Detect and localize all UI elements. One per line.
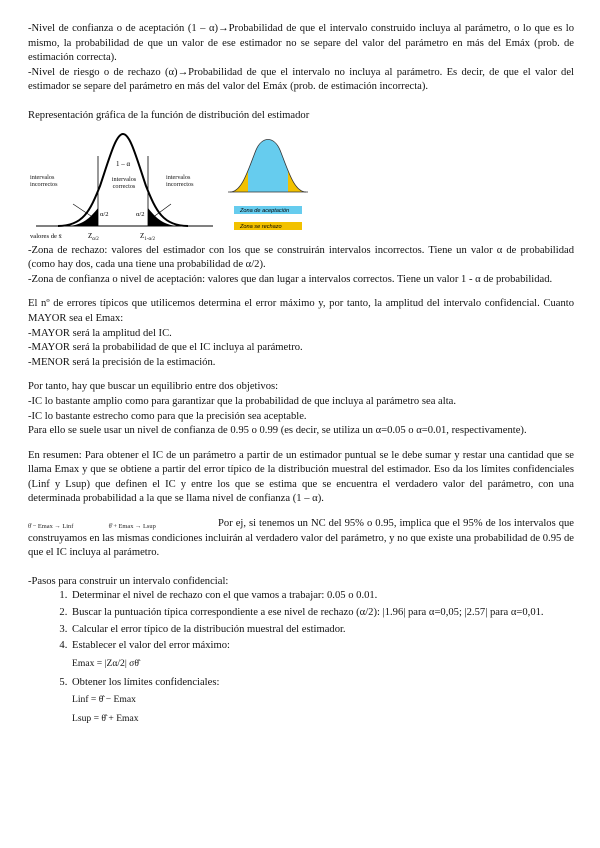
example-block [28, 517, 574, 561]
step-1: 1. Determinar el nivel de rechazo con el que vamos a trabajar: 0.05 o 0.01. [70, 589, 574, 604]
z-right: Z [140, 231, 145, 240]
heading-graphic-representation: Representación gráfica de la función de distribución del estimador [28, 109, 310, 121]
center-prob-label: 1 – α [116, 159, 131, 168]
formula-emax: Emax = |Zα/2| σθ̂ [72, 657, 139, 669]
left-region-label: intervalos incorrectos [30, 173, 58, 188]
document-page [28, 22, 574, 731]
right-region-label: intervalos incorrectos [166, 173, 194, 188]
para-confidence-values: Para ello se suele usar un nivel de confianza de 0.95 o 0.99 (es decir, se utiliza un α=0.05 o α=0.01, respectivamente). [28, 425, 527, 437]
mayor-item-2: -MAYOR será la probabilidad de que el IC incluya al parámetro. [28, 342, 303, 354]
para-risk-level: -Nivel de riesgo o de rechazo (α)→Probabilidad de que el intervalo no incluya al parámetro. Es decir, de que el valor del estimador se separe del parámetro en más del valor del Emáx (prob. de estimación incorrecta). [28, 66, 574, 93]
step-4 [70, 639, 574, 670]
mayor-item-3: -MENOR será la precisión de la estimación. [28, 356, 216, 368]
para-example: Por ej, si tenemos un NC del 95% o 0.95, implica que el 95% de los intervalos que construyamos en las mismas condiciones incluirán al verdadero valor del parámetro, y no que existe una probabilidad de 0.95 de que el IC incluya al parámetro. [28, 518, 574, 559]
steps-list [28, 589, 574, 725]
right-tail-label: α/2 [136, 210, 145, 218]
middle-region-label: intervalos correctos [111, 175, 137, 190]
heading-steps: -Pasos para construir un intervalo confidencial: [28, 575, 229, 587]
step-5-text: Obtener los límites confidenciales: [72, 676, 220, 688]
z-left-sub: α/2 [92, 236, 99, 242]
para-summary: En resumen: Para obtener el IC de un parámetro a partir de un estimador puntual se le debe sumar y restar una cantidad que se llama Emax y que se obtiene a partir del error típico de la distribución muestral del estimador. Eso da los límites confidenciales (Linf y Lsup) que definen el IC y entre los que se estima que se encuentra el verdadero valor del parámetro, con una determinada probabilidad a la que se llama nivel de confianza (1 – α). [28, 449, 574, 505]
z-right-sub: 1-α/2 [144, 236, 155, 242]
formula-linf: Linf = θ̂ − Emax [72, 694, 136, 706]
left-reject-area [228, 130, 248, 192]
accept-legend-label: Zona de aceptación [240, 207, 290, 214]
mini-formula-lsup: θ̂ + Emax → Lsup [108, 523, 156, 531]
step-5 [70, 676, 574, 726]
figures-row [28, 126, 574, 244]
mini-formula-linf: θ̂ − Emax → Linf [28, 523, 74, 531]
right-reject-area [288, 130, 308, 192]
formula-lsup: Lsup = θ̂ + Emax [72, 713, 139, 725]
bell-curve-figure [28, 126, 218, 244]
z-left: Z [88, 231, 93, 240]
objective-item-2: -IC lo bastante estrecho como para que la precisión sea aceptable. [28, 410, 307, 422]
para-confidence-zone: -Zona de confianza o nivel de aceptación: valores que dan lugar a intervalos correctos. Tiene un valor 1 - α de probabilidad. [28, 273, 553, 285]
objective-item-1: -IC lo bastante amplio como para garantizar que la probabilidad de que incluya al parámetro sea alta. [28, 395, 456, 407]
para-confidence-level: -Nivel de confianza o de aceptación (1 – α)→Probabilidad de que el intervalo construido incluya al parámetro, o lo que es lo mismo, la probabilidad de que un valor de ese estimador no se separe del valor del parámetro en más del Emáx (prob. de estimación correcta). [28, 23, 574, 64]
step-2: 2. Buscar la puntuación típica correspondiente a ese nivel de rechazo (α/2): |1.96| para α=0,05; |2.57| para α=0,01. [70, 606, 574, 621]
para-typical-errors: El nº de errores típicos que utilicemos determina el error máximo y, por tanto, la amplitud del intervalo confidencial. Cuanto MAYOR sea el Emax: [28, 298, 574, 324]
step-3: 3. Calcular el error típico de la distribución muestral del estimador. [70, 623, 574, 638]
mayor-item-1: -MAYOR será la amplitud del IC. [28, 327, 172, 339]
reject-legend-label: Zona se rechazo [240, 223, 282, 230]
left-tail-label: α/2 [100, 210, 109, 218]
para-rejection-zone: -Zona de rechazo: valores del estimador con los que se construirán intervalos incorrectos. Tiene un valor α de probabilidad (como hay dos, cada una tiene una probabilidad de α/2). [28, 244, 574, 271]
mini-formulas [28, 519, 156, 535]
axis-values-label: valores de x̄ [30, 232, 62, 240]
step-4-text: Establecer el valor del error máximo: [72, 640, 230, 652]
colored-distribution-figure [228, 130, 308, 238]
para-balance: Por tanto, hay que buscar un equilibrio entre dos objetivos: [28, 381, 279, 393]
